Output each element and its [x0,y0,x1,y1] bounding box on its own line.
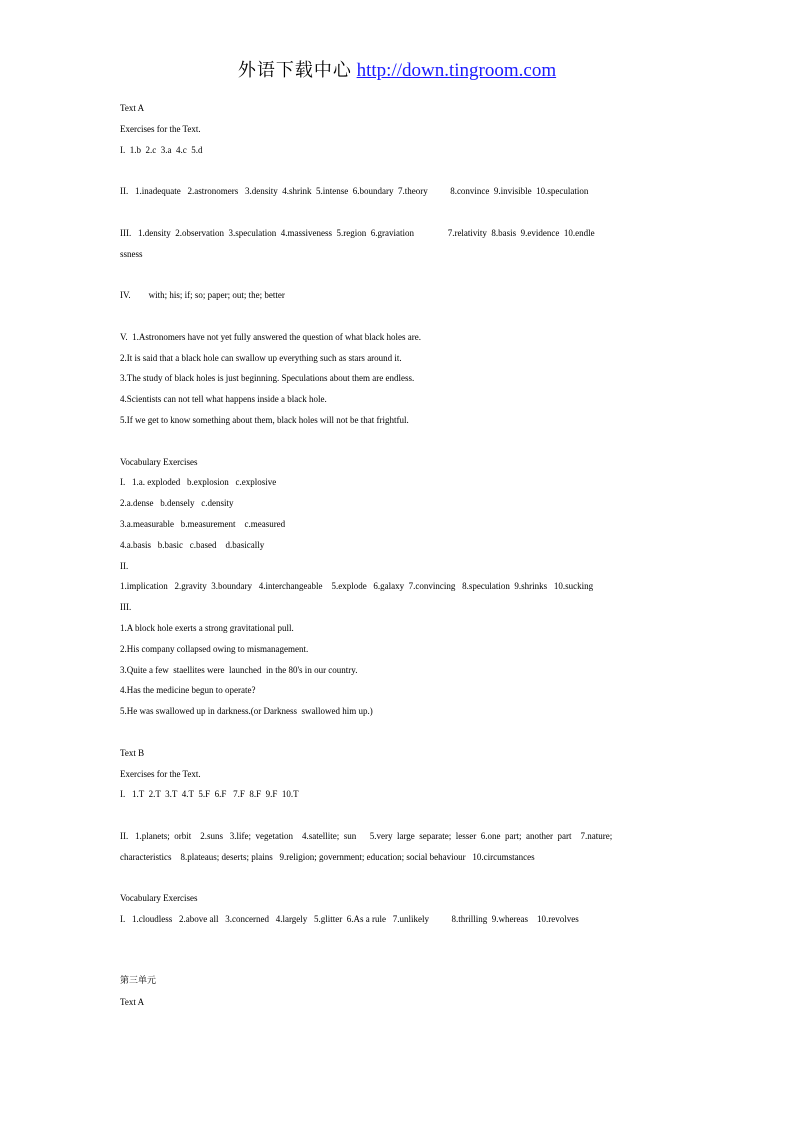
page-header [0,58,794,84]
text-line: ssness [120,248,143,259]
text-line: 3.a.measurable b.measurement c.measured [120,518,286,529]
text-line: 4.Scientists can not tell what happens inside a black hole. [120,394,327,405]
text-line: Exercises for the Text. [120,123,201,134]
text-line: V. 1.Astronomers have not yet fully answered the question of what black holes are. [120,331,422,342]
blank-line [120,805,680,826]
text-line: 2.a.dense b.densely c.density [120,498,234,509]
text-line: 5.If we get to know something about them, black holes will not be that frightful. [120,414,409,425]
text-line: 2.It is said that a black hole can swallow up everything such as stars around it. [120,352,402,363]
header-site-name: 外语下载中心 [237,60,352,81]
text-line: Text B [120,747,145,758]
text-line: 第三单元 [120,976,157,987]
header-link[interactable]: http://down.tingroom.com [356,60,557,81]
document-body [120,98,680,1013]
text-line: Vocabulary Exercises [120,893,198,904]
text-line: 2.His company collapsed owing to mismanagement. [120,643,309,654]
text-line: characteristics 8.plateaus; deserts; plains 9.religion; government; education; social behaviour 10.circumstances [120,851,535,862]
text-line: I. 1.a. exploded b.explosion c.explosive [120,477,277,488]
blank-line [120,722,680,743]
text-line: 3.The study of black holes is just beginning. Speculations about them are endless. [120,373,415,384]
blank-line [120,306,680,327]
blank-line [120,951,680,972]
text-line: 5.He was swallowed up in darkness.(or Darkness swallowed him up.) [120,706,373,717]
text-line: I. 1.T 2.T 3.T 4.T 5.F 6.F 7.F 8.F 9.F 10.T [120,789,299,800]
text-line: IV. with; his; if; so; paper; out; the; better [120,290,285,301]
text-line: II. [120,560,129,571]
text-line: II. 1.inadequate 2.astronomers 3.density 4.shrink 5.intense 6.boundary 7.theory 8.convince 9.invisible 10.speculation [120,186,589,197]
blank-line [120,202,680,223]
text-line: III. [120,602,132,613]
text-line: 4.a.basis b.basic c.based d.basically [120,539,265,550]
blank-line [120,930,680,951]
text-line: III. 1.density 2.observation 3.speculation 4.massiveness 5.region 6.graviation 7.relativity 8.basis 9.evidence 10.endle [120,227,595,238]
text-line: I. 1.b 2.c 3.a 4.c 5.d [120,144,203,155]
text-line: 1.A block hole exerts a strong gravitational pull. [120,622,294,633]
text-line: 1.implication 2.gravity 3.boundary 4.interchangeable 5.explode 6.galaxy 7.convincing 8.speculation 9.shrinks 10.sucking [120,581,594,592]
text-line: 4.Has the medicine begun to operate? [120,685,256,696]
text-line: Exercises for the Text. [120,768,201,779]
text-line: Vocabulary Exercises [120,456,198,467]
text-line: 3.Quite a few staellites were launched in the 80's in our country. [120,664,358,675]
blank-line [120,160,680,181]
blank-line [120,431,680,452]
text-line: Text A [120,103,145,113]
blank-line [120,264,680,285]
blank-line [120,867,680,888]
text-line: II. 1.planets; orbit 2.suns 3.life; vegetation 4.satellite; sun 5.very large separate; lesser 6.one part; another part 7.nature; [120,830,613,841]
text-line: Text A [120,997,145,1008]
text-line: I. 1.cloudless 2.above all 3.concerned 4.largely 5.glitter 6.As a rule 7.unlikely 8.thrilling 9.whereas 10.revolves [120,914,579,925]
